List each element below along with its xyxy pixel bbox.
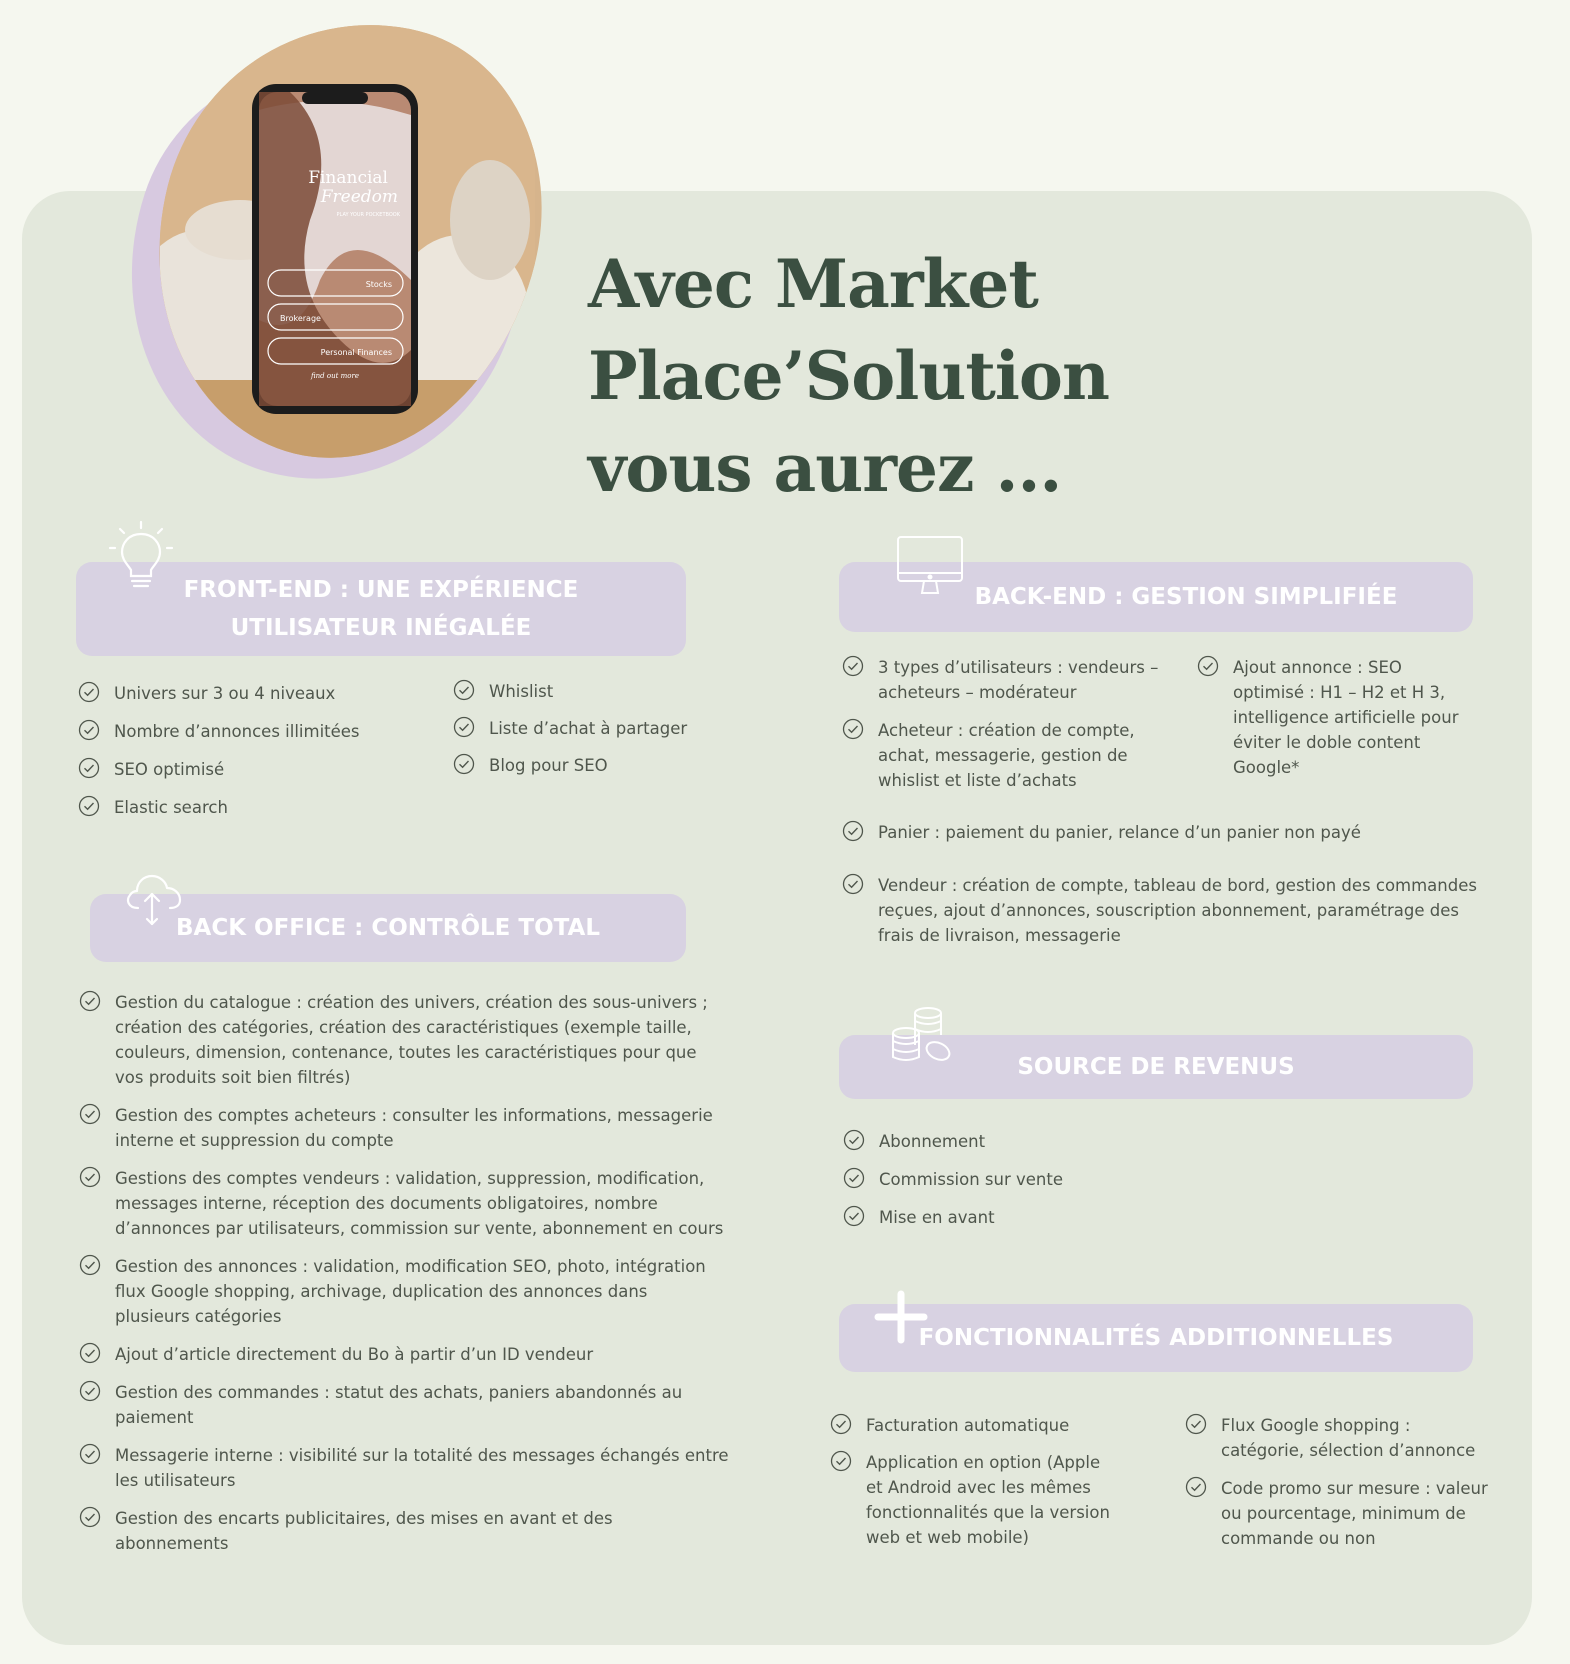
check-circle-icon [830,1413,852,1435]
phone-button-brokerage: Brokerage [280,314,321,323]
list-item [842,655,1162,705]
title-line-1: Avec Market Place’Solution [588,245,1109,415]
lightbulb-icon [106,520,176,592]
check-circle-icon [453,679,475,701]
list-item-line: interne et suppression du compte [115,1131,394,1150]
list-item-line: d’annonces par utilisateurs, commission sur vente, abonnement en cours [115,1219,724,1238]
back-office-heading-text: BACK OFFICE : CONTRÔLE TOTAL [176,915,600,941]
check-circle-icon [842,718,864,740]
check-circle-icon [79,1254,101,1276]
list-item-line: Gestion des comptes acheteurs : consulter les informations, messagerie [115,1106,713,1125]
list-item-line: Code promo sur mesure : valeur [1221,1479,1488,1498]
list-item [78,681,438,706]
front-end-list-2 [453,679,713,790]
list-item-line: optimisé : H1 – H2 et H 3, [1233,683,1446,702]
list-item-text: Blog pour SEO [489,756,608,775]
list-item-line: reçues, ajout d’annonces, souscription abonnement, paramétrage des [878,901,1459,920]
list-item-line: et Android avec les mêmes [866,1478,1091,1497]
list-item [843,1129,1243,1154]
check-circle-icon [830,1450,852,1472]
additionnelles-heading-text: FONCTIONNALITÉS ADDITIONNELLES [918,1325,1394,1351]
phone-link: find out more [311,372,359,380]
list-item-line: intelligence artificielle pour [1233,708,1459,727]
check-circle-icon [842,655,864,677]
phone-button-finances: Personal Finances [320,348,392,357]
list-item-line: création des catégories, création des caractéristiques (exemple taille, [115,1018,692,1037]
list-item [1185,1413,1505,1463]
list-item-line: frais de livraison, messagerie [878,926,1121,945]
list-item-line: Application en option (Apple [866,1453,1101,1472]
list-item [79,990,729,1090]
list-item-line: plusieurs catégories [115,1307,282,1326]
list-item [78,757,438,782]
list-item-text: Commission sur vente [879,1170,1063,1189]
check-circle-icon [79,1506,101,1528]
front-end-heading-line-1: FRONT-END : UNE EXPÉRIENCE [183,577,579,603]
list-item-text: Whislist [489,682,554,701]
list-item-text: Nombre d’annonces illimitées [114,722,360,741]
list-item [79,1103,729,1153]
check-circle-icon [78,795,100,817]
list-item [79,1342,729,1367]
list-item-line: fonctionnalités que la version [866,1503,1110,1522]
list-item [1185,1476,1505,1551]
check-circle-icon [79,1103,101,1125]
list-item [842,718,1162,793]
list-item-line: Vendeur : création de compte, tableau de bord, gestion des commandes [878,876,1477,895]
page-title [588,238,1488,514]
list-item-text: Mise en avant [879,1208,995,1227]
check-circle-icon [453,716,475,738]
back-end-list-right [1197,655,1497,793]
list-item-text: SEO optimisé [114,760,225,779]
title-line-2: vous aurez ... [588,429,1062,507]
additionnelles-list-left [830,1413,1130,1562]
list-item-line: flux Google shopping, archivage, duplication des annonces dans [115,1282,648,1301]
list-item-line: Gestion des encarts publicitaires, des mises en avant et des abonnements [115,1509,613,1553]
list-item [79,1506,729,1556]
phone-headline-2: Freedom [320,187,398,207]
revenus-heading-text: SOURCE DE REVENUS [1017,1054,1295,1080]
list-item [79,1443,729,1493]
list-item [453,716,713,741]
front-end-list-1 [78,681,438,833]
list-item-line: ou pourcentage, minimum de [1221,1504,1466,1523]
check-circle-icon [79,990,101,1012]
list-item-line: achat, messagerie, gestion de [878,746,1128,765]
list-item-line: messages interne, réception des documents obligatoires, nombre [115,1194,658,1213]
check-circle-icon [78,757,100,779]
list-item [79,1254,729,1329]
revenus-list [843,1129,1243,1243]
check-circle-icon [453,753,475,775]
back-end-list-vendeur [842,873,1502,948]
back-end-list-left [842,655,1162,806]
list-item-line: vos produits soit bien filtrés) [115,1068,351,1087]
check-circle-icon [843,1205,865,1227]
plus-icon [874,1290,928,1344]
list-item [78,795,438,820]
list-item-text: Liste d’achat à partager [489,719,688,738]
list-item-line: Gestion des annonces : validation, modification SEO, photo, intégration [115,1257,706,1276]
list-item-line: web et web mobile) [866,1528,1029,1547]
coins-icon [890,1005,954,1069]
check-circle-icon [843,1129,865,1151]
list-item [830,1450,1130,1550]
list-item [79,1380,729,1430]
list-item-text: Elastic search [114,798,228,817]
list-item-line: acheteurs – modérateur [878,683,1077,702]
list-item-line: éviter le doble content [1233,733,1421,752]
check-circle-icon [78,719,100,741]
list-item [78,719,438,744]
check-circle-icon [1185,1413,1207,1435]
list-item-line: Panier : paiement du panier, relance d’un panier non payé [878,823,1361,842]
list-item-line: paiement [115,1408,194,1427]
list-item-line: Acheteur : création de compte, [878,721,1135,740]
list-item-line: 3 types d’utilisateurs : vendeurs – [878,658,1159,677]
check-circle-icon [1197,655,1219,677]
check-circle-icon [78,681,100,703]
check-circle-icon [843,1167,865,1189]
back-end-heading-text: BACK-END : GESTION SIMPLIFIÉE [974,584,1398,610]
phone-button-stocks: Stocks [365,280,392,289]
list-item [842,873,1502,948]
phone-sub: PLAY YOUR POCKETBOOK [336,212,400,218]
check-circle-icon [79,1166,101,1188]
additionnelles-heading [839,1304,1473,1372]
list-item-line: Facturation automatique [866,1416,1070,1435]
list-item [842,820,1492,845]
list-item [79,1166,729,1241]
list-item [453,679,713,704]
list-item-text: Abonnement [879,1132,986,1151]
check-circle-icon [79,1342,101,1364]
check-circle-icon [842,873,864,895]
list-item-line: Gestion du catalogue : création des univers, création des sous-univers ; [115,993,708,1012]
front-end-heading-line-2: UTILISATEUR INÉGALÉE [230,615,532,641]
list-item [1197,655,1497,780]
list-item-line: commande ou non [1221,1529,1376,1548]
list-item [830,1413,1130,1438]
list-item-line: les utilisateurs [115,1471,236,1490]
list-item-line: Messagerie interne : visibilité sur la totalité des messages échangés entre [115,1446,729,1465]
list-item-line: Ajout d’article directement du Bo à partir d’un ID vendeur [115,1345,594,1364]
list-item-line: Gestion des commandes : statut des achats, paniers abandonnés au [115,1383,683,1402]
list-item-line: catégorie, sélection d’annonce [1221,1441,1476,1460]
list-item-line: Ajout annonce : SEO [1233,658,1402,677]
check-circle-icon [79,1380,101,1402]
list-item [843,1167,1243,1192]
list-item [843,1205,1243,1230]
list-item-text: Univers sur 3 ou 4 niveaux [114,684,336,703]
phone-mockup [150,20,550,440]
cloud-upload-icon [122,868,184,930]
check-circle-icon [842,820,864,842]
list-item-line: whislist et liste d’achats [878,771,1077,790]
list-item [453,753,713,778]
list-item-line: couleurs, dimension, contenance, toutes les caractéristiques pour que [115,1043,697,1062]
back-end-list-panier [842,820,1492,845]
phone-headline-1: Financial [308,168,388,188]
check-circle-icon [1185,1476,1207,1498]
list-item-line: Gestions des comptes vendeurs : validation, suppression, modification, [115,1169,705,1188]
monitor-icon [896,535,964,597]
list-item-line: Flux Google shopping : [1221,1416,1411,1435]
check-circle-icon [79,1443,101,1465]
list-item-line: Google* [1233,758,1300,777]
back-office-list [79,990,729,1569]
additionnelles-list-right [1185,1413,1505,1564]
